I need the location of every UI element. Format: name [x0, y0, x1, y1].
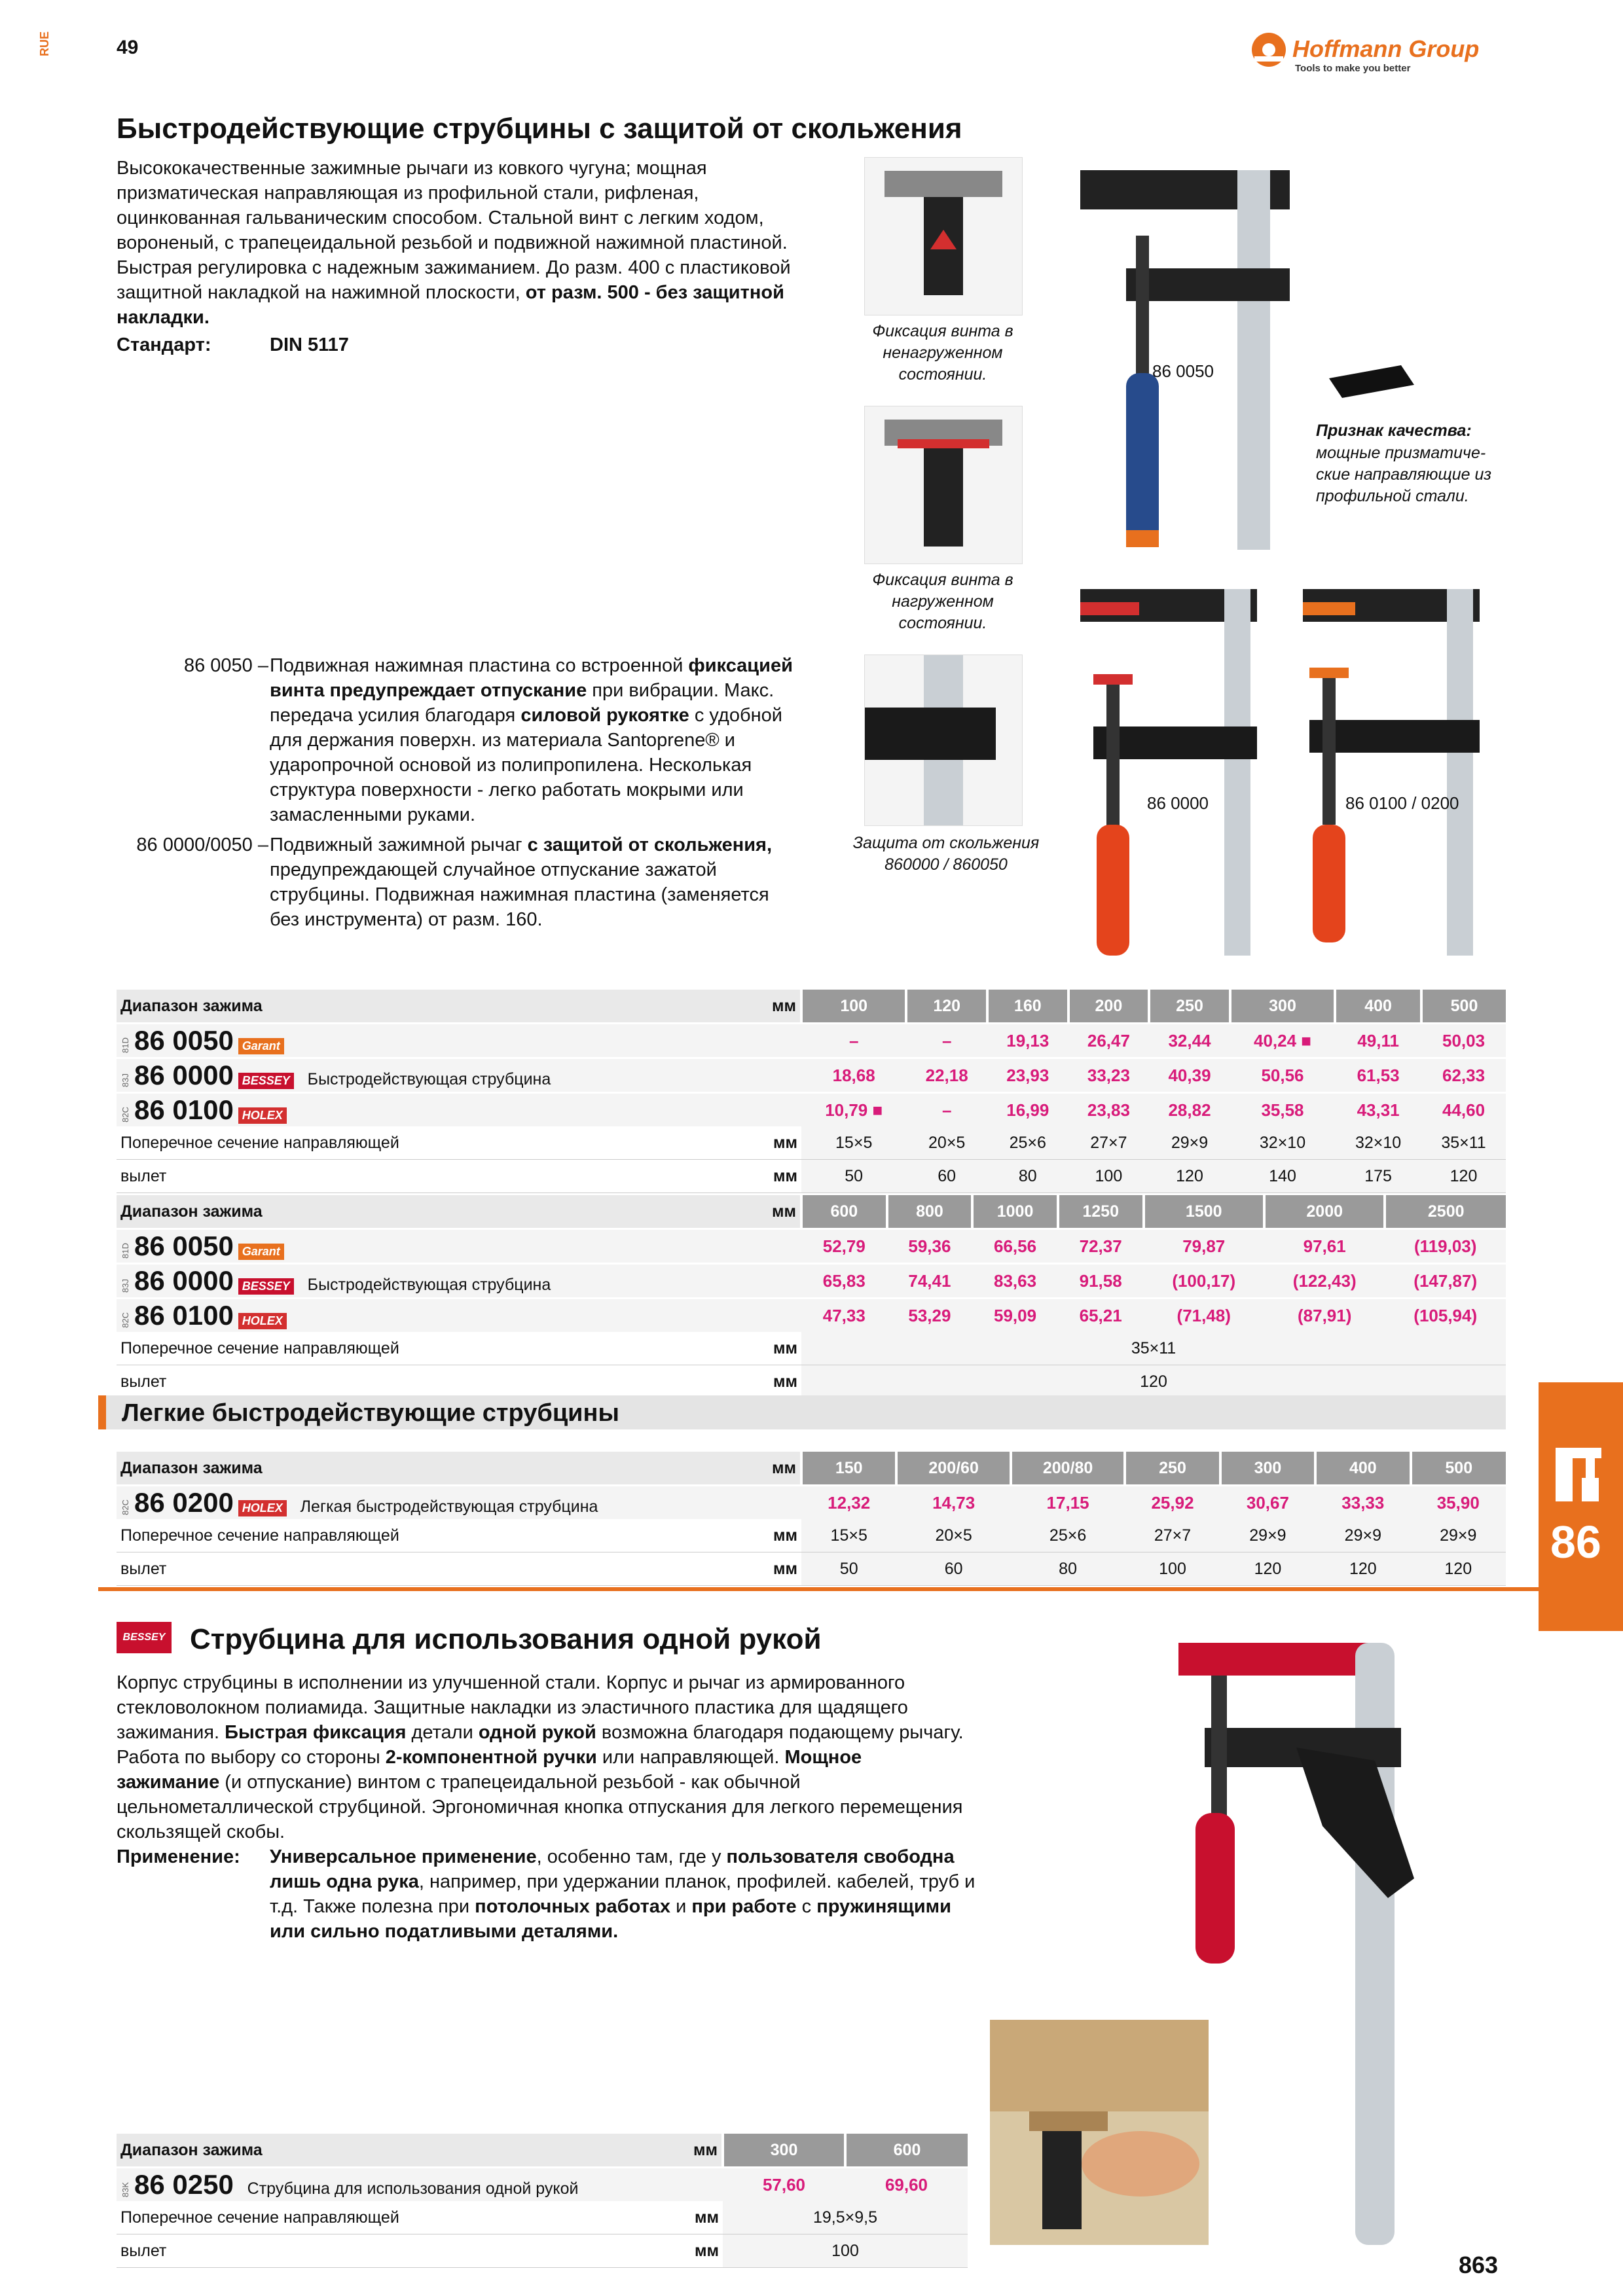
holex-logo: HOLEX — [238, 1313, 287, 1329]
price-cell: (87,91) — [1264, 1299, 1385, 1333]
product-cell — [117, 1299, 740, 1333]
spec-cell: 19,5×9,5 — [723, 2201, 968, 2234]
size-cell: 800 — [887, 1195, 973, 1229]
size-cell: 300 — [1230, 990, 1335, 1024]
spec-label: вылет — [117, 1365, 740, 1399]
article-prefix: 81D — [120, 1037, 130, 1054]
label-860050: 86 0050 — [1152, 361, 1214, 381]
size-cell: 200/80 — [1011, 1452, 1125, 1486]
note-text-part: силовой рукоятке — [520, 705, 689, 726]
price-cell: 43,31 — [1335, 1093, 1421, 1127]
price-cell: – — [801, 1024, 906, 1058]
clamp-icon — [1553, 1445, 1605, 1504]
price-cell: 47,33 — [801, 1299, 887, 1333]
one-hand-clamp-image — [1165, 1630, 1493, 2245]
spec-cell: 120 — [1421, 1160, 1506, 1193]
usage-photo — [990, 2020, 1209, 2245]
size-cell: 200/60 — [896, 1452, 1010, 1486]
note-text-part: Подвижный зажимной рычаг — [270, 834, 528, 855]
price-cell: (100,17) — [1144, 1264, 1264, 1299]
article-number[interactable]: 86 0000 — [134, 1265, 234, 1296]
product-cell — [117, 1058, 740, 1093]
unit-label: мм — [740, 1365, 801, 1399]
article-prefix: 82C — [120, 1499, 130, 1516]
size-cell: 150 — [801, 1452, 896, 1486]
price-cell: 25,92 — [1125, 1486, 1220, 1520]
section-divider — [98, 1587, 1539, 1591]
hoffmann-emblem-icon — [1249, 30, 1288, 69]
table-row — [117, 1552, 1506, 1586]
price-cell: 97,61 — [1264, 1229, 1385, 1264]
clamp-860050-image — [1074, 164, 1296, 556]
application-part: пружинящими или сильно податливыми деталями. — [270, 1896, 951, 1942]
description-part: или направляющей. — [596, 1747, 785, 1768]
spec-label: вылет — [117, 1552, 740, 1586]
note-text-860050 — [270, 653, 793, 827]
size-cell: 250 — [1149, 990, 1230, 1024]
note-code: 86 0000/0050 – — [136, 834, 268, 855]
price-cell: 72,37 — [1058, 1229, 1144, 1264]
price-cell: 35,90 — [1411, 1486, 1506, 1520]
price-cell: 17,15 — [1011, 1486, 1125, 1520]
table-row — [117, 1229, 1506, 1264]
size-cell: 1000 — [972, 1195, 1058, 1229]
spec-cell: 120 — [1220, 1552, 1315, 1586]
spec-cell: 15×5 — [801, 1519, 896, 1552]
price-cell: 69,60 — [845, 2168, 968, 2202]
standard-label: Стандарт: — [117, 334, 211, 355]
caption-loaded: Фиксация винта в нагруженном состоянии. — [872, 571, 1013, 632]
spec-table-2 — [117, 1195, 1506, 1399]
table-row — [117, 1058, 1506, 1093]
price-cell: 65,21 — [1058, 1299, 1144, 1333]
article-number[interactable]: 86 0050 — [134, 1230, 234, 1261]
table-row — [117, 1299, 1506, 1333]
range-label: Диапазон зажима — [117, 2134, 661, 2168]
spec-cell: 35×11 — [1421, 1126, 1506, 1160]
spec-cell: 80 — [1011, 1552, 1125, 1586]
application-part: , особенно там, где у — [536, 1846, 727, 1867]
unit-label: мм — [740, 990, 801, 1024]
application-part: , например, при удержании планок, профилей. кабелей, труб и т.д. Также полезна при — [270, 1871, 976, 1917]
spec-table-3 — [117, 1452, 1506, 1586]
price-cell: (119,03) — [1385, 1229, 1506, 1264]
spec-cell: 50 — [801, 1552, 896, 1586]
page-number: 863 — [1459, 2251, 1499, 2278]
price-cell: 53,29 — [887, 1299, 973, 1333]
spec-cell: 60 — [906, 1160, 987, 1193]
spec-cell: 25×6 — [987, 1126, 1068, 1160]
article-prefix: 82C — [120, 1312, 130, 1329]
unit-label: мм — [661, 2201, 723, 2234]
note-text-part: при вибрации. Макс. передача усилия благодаря — [270, 680, 775, 726]
price-cell: 50,56 — [1230, 1058, 1335, 1093]
spec-cell: 120 — [1411, 1552, 1506, 1586]
table-row — [117, 1126, 1506, 1160]
spec-label: Поперечное сечение направляющей — [117, 1332, 740, 1365]
spec-cell: 175 — [1335, 1160, 1421, 1193]
price-cell: 23,93 — [987, 1058, 1068, 1093]
subsection-header — [98, 1395, 1506, 1429]
product-cell — [117, 1093, 740, 1127]
product-cell — [117, 1486, 740, 1520]
table-row — [117, 1486, 1506, 1520]
note-text-part: фиксацией винта предупреждает отпускание — [270, 655, 793, 701]
description-part: возможна благодаря подающему рычагу. Работа по выбору со стороны — [117, 1722, 964, 1768]
spec-cell: 29×9 — [1220, 1519, 1315, 1552]
price-cell: 49,11 — [1335, 1024, 1421, 1058]
spec-cell: 35×11 — [801, 1332, 1506, 1365]
description-part: Корпус струбцины в исполнении из улучшенной стали. Корпус и рычаг из армированного стекловолокном полиамида. Защитные накладки из эластичного пластика для щадящего зажимания. — [117, 1672, 908, 1743]
section-title: Струбцина для использования одной рукой — [190, 1623, 822, 1655]
size-cell: 100 — [801, 990, 906, 1024]
spec-cell: 100 — [1125, 1552, 1220, 1586]
application-part: и — [670, 1896, 692, 1917]
spec-cell: 32×10 — [1335, 1126, 1421, 1160]
price-cell: 26,47 — [1068, 1024, 1150, 1058]
size-cell: 400 — [1335, 990, 1421, 1024]
spec-cell: 80 — [987, 1160, 1068, 1193]
clamp-860100-image — [1290, 576, 1499, 969]
price-cell: 79,87 — [1144, 1229, 1264, 1264]
chapter-tab[interactable] — [1539, 1382, 1623, 1631]
size-cell: 500 — [1421, 990, 1506, 1024]
description-part: детали — [406, 1722, 479, 1743]
slip-protection-image — [864, 655, 1023, 826]
spec-cell: 20×5 — [906, 1126, 987, 1160]
article-prefix: 83J — [120, 1073, 130, 1087]
note-text-860000-0050 — [270, 833, 793, 932]
size-cell: 300 — [1220, 1452, 1315, 1486]
application-label: Применение: — [117, 1846, 240, 1867]
description-part: Мощное зажимание — [117, 1747, 862, 1793]
article-number[interactable]: 86 0100 — [134, 1094, 234, 1125]
table-row — [117, 1024, 1506, 1058]
spec-cell: 32×10 — [1230, 1126, 1335, 1160]
subsection-title: Легкие быстродействующие струбцины — [122, 1399, 619, 1427]
price-cell: 14,73 — [896, 1486, 1010, 1520]
range-label: Диапазон зажима — [117, 1195, 740, 1229]
application-part: с — [796, 1896, 817, 1917]
spec-label: Поперечное сечение направляющей — [117, 1126, 740, 1160]
table-row — [117, 1160, 1506, 1193]
section-description — [117, 1670, 968, 1844]
table-header-row — [117, 990, 1506, 1024]
unit-label: мм — [740, 1160, 801, 1193]
product-name: Струбцина для использования одной рукой — [247, 2179, 579, 2198]
size-cell: 1250 — [1058, 1195, 1144, 1229]
application-text — [270, 1844, 977, 1944]
spec-cell: 25×6 — [1011, 1519, 1125, 1552]
note-text-part: предупреждающей случайное отпускание зажатой струбцины. Подвижная нажимная пластина (заменяется без инструмента) от разм. 160. — [270, 859, 769, 930]
price-cell: 62,33 — [1421, 1058, 1506, 1093]
spec-cell: 29×9 — [1149, 1126, 1230, 1160]
price-cell: 57,60 — [723, 2168, 845, 2202]
note-text-part: с удобной для держания поверхн. из материала Santoprene® и ударопрочной основой из полипропилена. Несколькая структура поверхности - легко работать мокрыми или замасленными руками. — [270, 705, 782, 825]
table-row — [117, 2168, 968, 2202]
table-row — [117, 1519, 1506, 1552]
size-cell: 600 — [845, 2134, 968, 2168]
article-number[interactable]: 86 0100 — [134, 1300, 234, 1331]
screw-lock-loaded-image — [864, 406, 1023, 564]
size-cell: 250 — [1125, 1452, 1220, 1486]
price-cell: – — [906, 1093, 987, 1127]
application-part: потолочных работах — [475, 1896, 671, 1917]
price-cell: 35,58 — [1230, 1093, 1335, 1127]
product-cell — [117, 1229, 740, 1264]
article-number[interactable]: 86 0050 — [134, 1025, 234, 1056]
size-cell: 600 — [801, 1195, 887, 1229]
price-cell: 65,83 — [801, 1264, 887, 1299]
price-cell: (105,94) — [1385, 1299, 1506, 1333]
table-row — [117, 1332, 1506, 1365]
spec-cell: 29×9 — [1315, 1519, 1410, 1552]
size-cell: 400 — [1315, 1452, 1410, 1486]
holex-logo: HOLEX — [238, 1107, 287, 1124]
description-part: (и отпускание) винтом с трапецеидальной резьбой - как обычной цельнометаллической струбциной. Эргономичная кнопка отпускания для легкого перемещения скользящей скобы. — [117, 1772, 963, 1842]
price-cell: 30,67 — [1220, 1486, 1315, 1520]
table-row — [117, 1093, 1506, 1127]
brand-tagline: Tools to make you better — [1295, 63, 1411, 74]
table-header-row — [117, 2134, 968, 2168]
unit-label: мм — [661, 2234, 723, 2268]
price-cell: 52,79 — [801, 1229, 887, 1264]
language-code: RUE — [38, 31, 51, 57]
application-part: пользователя свободна лишь одна рука — [270, 1846, 955, 1892]
note-text-part: с защитой от скольжения, — [527, 834, 773, 855]
spec-label: Поперечное сечение направляющей — [117, 2201, 661, 2234]
spec-cell: 120 — [801, 1365, 1506, 1399]
price-cell: 19,13 — [987, 1024, 1068, 1058]
section-title: Быстродействующие струбцины с защитой от скольжения — [117, 113, 962, 145]
catalog-page-number: 49 — [117, 37, 139, 58]
standard-value: DIN 5117 — [270, 334, 349, 355]
table-header-row — [117, 1195, 1506, 1229]
product-name: Быстродействующая струбцина — [307, 1070, 551, 1088]
size-cell: 2000 — [1264, 1195, 1385, 1229]
article-prefix: 83K — [120, 2181, 130, 2197]
description-part: Быстрая фиксация — [225, 1722, 407, 1743]
description-part: одной рукой — [478, 1722, 596, 1743]
price-cell: 44,60 — [1421, 1093, 1506, 1127]
clamp-860000-image — [1067, 576, 1277, 969]
product-cell — [117, 2168, 661, 2202]
spec-cell: 100 — [1068, 1160, 1150, 1193]
price-cell: 18,68 — [801, 1058, 906, 1093]
garant-logo: Garant — [238, 1244, 284, 1260]
unit-label: мм — [740, 1126, 801, 1160]
table-header-row — [117, 1452, 1506, 1486]
spec-cell: 60 — [896, 1552, 1010, 1586]
brand-name: Hoffmann Group — [1292, 35, 1480, 62]
spec-cell: 140 — [1230, 1160, 1335, 1193]
unit-label: мм — [661, 2134, 723, 2168]
price-cell: (147,87) — [1385, 1264, 1506, 1299]
spec-cell: 20×5 — [896, 1519, 1010, 1552]
product-name: Легкая быстродействующая струбцина — [300, 1498, 598, 1516]
spec-label: Поперечное сечение направляющей — [117, 1519, 740, 1552]
screw-lock-unloaded-image — [864, 157, 1023, 315]
quality-caption-title: Признак качества: — [1316, 422, 1472, 440]
description-text: Высококачественные зажимные рычаги из ковкого чугуна; мощная призматическая направляющая из профильной стали, рифленая, оцинкованная гальваническим способом. Стальной винт с легким ходом, вороненый, с трапецеидальной резьбой и подвижной нажимной пластиной. Быстрая регулировка с надежным зажиманием. До разм. 400 с пластиковой защитной накладкой на нажимной плоскости, — [117, 158, 791, 303]
spec-cell: 15×5 — [801, 1126, 906, 1160]
holex-logo: HOLEX — [238, 1500, 287, 1516]
price-cell: 59,09 — [972, 1299, 1058, 1333]
price-cell: 12,32 — [801, 1486, 896, 1520]
spec-cell: 27×7 — [1125, 1519, 1220, 1552]
unit-label: мм — [740, 1519, 801, 1552]
price-cell: 40,39 — [1149, 1058, 1230, 1093]
article-number[interactable]: 86 0250 — [134, 2169, 234, 2200]
price-cell: (71,48) — [1144, 1299, 1264, 1333]
price-cell: 50,03 — [1421, 1024, 1506, 1058]
profile-rail-image — [1322, 359, 1421, 404]
spec-table-4 — [117, 2134, 968, 2268]
application-part: Универсальное применение — [270, 1846, 537, 1867]
price-cell: 16,99 — [987, 1093, 1068, 1127]
price-cell: 33,23 — [1068, 1058, 1150, 1093]
product-name: Быстродействующая струбцина — [307, 1276, 551, 1294]
price-cell: 33,33 — [1315, 1486, 1410, 1520]
price-cell: 61,53 — [1335, 1058, 1421, 1093]
spec-label: вылет — [117, 1160, 740, 1193]
range-label: Диапазон зажима — [117, 990, 740, 1024]
spec-cell: 50 — [801, 1160, 906, 1193]
price-cell: 32,44 — [1149, 1024, 1230, 1058]
accent-bar — [98, 1395, 106, 1429]
hoffmann-logo — [1249, 30, 1511, 76]
spec-cell: 100 — [723, 2234, 968, 2268]
article-number[interactable]: 86 0000 — [134, 1060, 234, 1090]
label-860100-0200: 86 0100 / 0200 — [1345, 793, 1459, 813]
price-cell: (122,43) — [1264, 1264, 1385, 1299]
unit-label: мм — [740, 1195, 801, 1229]
spec-label: вылет — [117, 2234, 661, 2268]
unit-label: мм — [740, 1452, 801, 1486]
price-cell: 40,24 ■ — [1230, 1024, 1335, 1058]
note-text-part: Подвижная нажимная пластина со встроенной — [270, 655, 689, 676]
label-860000: 86 0000 — [1147, 793, 1209, 813]
bessey-logo: BESSEY — [117, 1622, 172, 1653]
caption-unloaded: Фиксация винта в ненагруженном состоянии. — [872, 322, 1013, 384]
bessey-logo: BESSEY — [238, 1278, 294, 1295]
range-label: Диапазон зажима — [117, 1452, 740, 1486]
table-row — [117, 1365, 1506, 1399]
size-cell: 1500 — [1144, 1195, 1264, 1229]
price-cell: 10,79 ■ — [801, 1093, 906, 1127]
price-cell: 28,82 — [1149, 1093, 1230, 1127]
garant-logo: Garant — [238, 1038, 284, 1054]
price-cell: – — [906, 1024, 987, 1058]
article-prefix: 82C — [120, 1107, 130, 1123]
spec-cell: 29×9 — [1411, 1519, 1506, 1552]
spec-cell: 120 — [1315, 1552, 1410, 1586]
price-cell: 22,18 — [906, 1058, 987, 1093]
unit-label: мм — [740, 1332, 801, 1365]
application-part: при работе — [691, 1896, 797, 1917]
spec-cell: 27×7 — [1068, 1126, 1150, 1160]
size-cell: 200 — [1068, 990, 1150, 1024]
price-cell: 59,36 — [887, 1229, 973, 1264]
price-cell: 66,56 — [972, 1229, 1058, 1264]
price-cell: 83,63 — [972, 1264, 1058, 1299]
price-cell: 74,41 — [887, 1264, 973, 1299]
unit-label: мм — [740, 1552, 801, 1586]
size-cell: 2500 — [1385, 1195, 1506, 1229]
caption-slip-protection: Защита от скольжения 860000 / 860050 — [852, 834, 1040, 874]
size-cell: 300 — [723, 2134, 845, 2168]
price-cell: 91,58 — [1058, 1264, 1144, 1299]
description-bold: от разм. 500 - без защитной накладки. — [117, 282, 784, 328]
product-cell — [117, 1264, 740, 1299]
description-part: 2-компонентной ручки — [385, 1747, 597, 1768]
size-cell: 120 — [906, 990, 987, 1024]
product-cell — [117, 1024, 740, 1058]
chapter-number: 86 — [1550, 1516, 1601, 1568]
article-prefix: 81D — [120, 1243, 130, 1259]
table-row — [117, 1264, 1506, 1299]
quality-caption-text: мощные призматиче-ские направляющие из профильной стали. — [1316, 444, 1492, 505]
article-number[interactable]: 86 0200 — [134, 1487, 234, 1518]
price-cell: 23,83 — [1068, 1093, 1150, 1127]
bessey-logo: BESSEY — [238, 1073, 294, 1089]
section-description — [117, 156, 797, 330]
spec-cell: 120 — [1149, 1160, 1230, 1193]
size-cell: 160 — [987, 990, 1068, 1024]
table-row — [117, 2234, 968, 2268]
size-cell: 500 — [1411, 1452, 1506, 1486]
table-row — [117, 2201, 968, 2234]
note-code: 86 0050 – — [183, 655, 268, 676]
article-prefix: 83J — [120, 1278, 130, 1293]
spec-table-1 — [117, 990, 1506, 1193]
